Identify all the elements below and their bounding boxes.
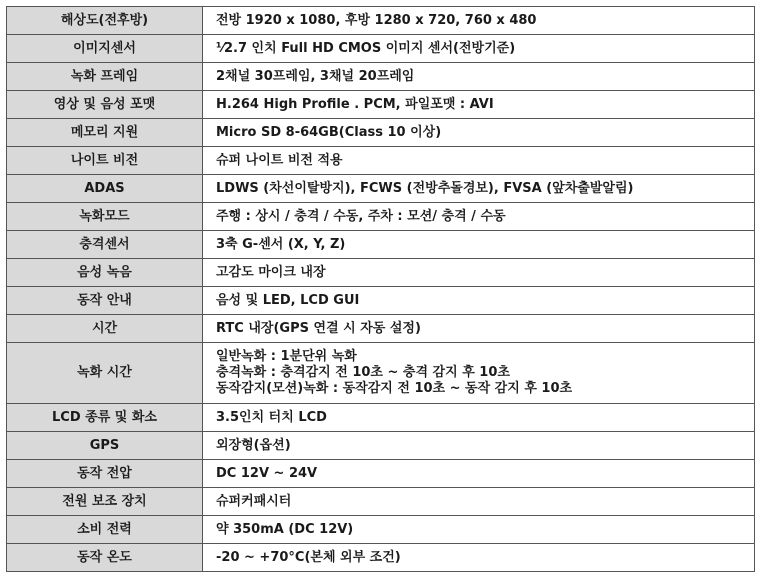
- record-time-line: 일반녹화 : 1분단위 녹화: [216, 349, 357, 364]
- spec-value: 슈퍼 나이트 비전 적용: [203, 147, 755, 175]
- spec-row-power-consumption: [7, 516, 755, 544]
- spec-value: 3.5인치 터치 LCD: [203, 404, 755, 432]
- spec-value: LDWS (차선이탈방지), FCWS (전방추돌경보), FVSA (앞차출발알림): [203, 175, 755, 203]
- spec-value: Micro SD 8-64GB(Class 10 이상): [203, 119, 755, 147]
- spec-label: 녹화 프레임: [7, 63, 203, 91]
- spec-value: 주행 : 상시 / 충격 / 수동, 주차 : 모션/ 충격 / 수동: [203, 203, 755, 231]
- spec-label: 나이트 비전: [7, 147, 203, 175]
- spec-row-temperature: [7, 544, 755, 572]
- spec-label: 이미지센서: [7, 35, 203, 63]
- spec-label: GPS: [7, 432, 203, 460]
- spec-value: [203, 343, 755, 404]
- spec-value: H.264 High Profile . PCM, 파일포맷 : AVI: [203, 91, 755, 119]
- spec-row-image-sensor: [7, 35, 755, 63]
- spec-label: 충격센서: [7, 231, 203, 259]
- spec-value: -20 ~ +70°C(본체 외부 조건): [203, 544, 755, 572]
- spec-label: 해상도(전후방): [7, 7, 203, 35]
- spec-label: 음성 녹음: [7, 259, 203, 287]
- spec-row-operation-guide: [7, 287, 755, 315]
- record-time-line: 충격녹화 : 충격감지 전 10초 ~ 충격 감지 후 10초: [216, 365, 510, 380]
- spec-label: ADAS: [7, 175, 203, 203]
- spec-value: 약 350mA (DC 12V): [203, 516, 755, 544]
- spec-label: 소비 전력: [7, 516, 203, 544]
- spec-label: 동작 온도: [7, 544, 203, 572]
- spec-label: LCD 종류 및 화소: [7, 404, 203, 432]
- spec-row-frame-rate: [7, 63, 755, 91]
- spec-value: 외장형(옵션): [203, 432, 755, 460]
- spec-label: 동작 안내: [7, 287, 203, 315]
- spec-value: 전방 1920 x 1080, 후방 1280 x 720, 760 x 480: [203, 7, 755, 35]
- spec-table: [6, 6, 755, 572]
- spec-label: 녹화모드: [7, 203, 203, 231]
- spec-row-record-mode: [7, 203, 755, 231]
- spec-row-lcd: [7, 404, 755, 432]
- spec-row-voltage: [7, 460, 755, 488]
- spec-row-impact-sensor: [7, 231, 755, 259]
- spec-value: 2채널 30프레임, 3채널 20프레임: [203, 63, 755, 91]
- spec-row-voice-recording: [7, 259, 755, 287]
- spec-value: 고감도 마이크 내장: [203, 259, 755, 287]
- spec-label: 메모리 지원: [7, 119, 203, 147]
- spec-value: 3축 G-센서 (X, Y, Z): [203, 231, 755, 259]
- spec-label: 영상 및 음성 포맷: [7, 91, 203, 119]
- spec-value: ⅟2.7 인치 Full HD CMOS 이미지 센서(전방기준): [203, 35, 755, 63]
- spec-row-memory: [7, 119, 755, 147]
- spec-value: DC 12V ~ 24V: [203, 460, 755, 488]
- spec-row-power-backup: [7, 488, 755, 516]
- record-time-line: 동작감지(모션)녹화 : 동작감지 전 10초 ~ 동작 감지 후 10초: [216, 381, 573, 396]
- spec-value: 슈퍼커패시터: [203, 488, 755, 516]
- spec-value: 음성 및 LED, LCD GUI: [203, 287, 755, 315]
- spec-row-adas: [7, 175, 755, 203]
- spec-label: 동작 전압: [7, 460, 203, 488]
- spec-row-night-vision: [7, 147, 755, 175]
- spec-label: 시간: [7, 315, 203, 343]
- spec-row-resolution: [7, 7, 755, 35]
- spec-row-gps: [7, 432, 755, 460]
- spec-row-time: [7, 315, 755, 343]
- spec-row-record-time: [7, 343, 755, 404]
- spec-row-format: [7, 91, 755, 119]
- spec-value: RTC 내장(GPS 연결 시 자동 설정): [203, 315, 755, 343]
- spec-label: 전원 보조 장치: [7, 488, 203, 516]
- spec-label: 녹화 시간: [7, 343, 203, 404]
